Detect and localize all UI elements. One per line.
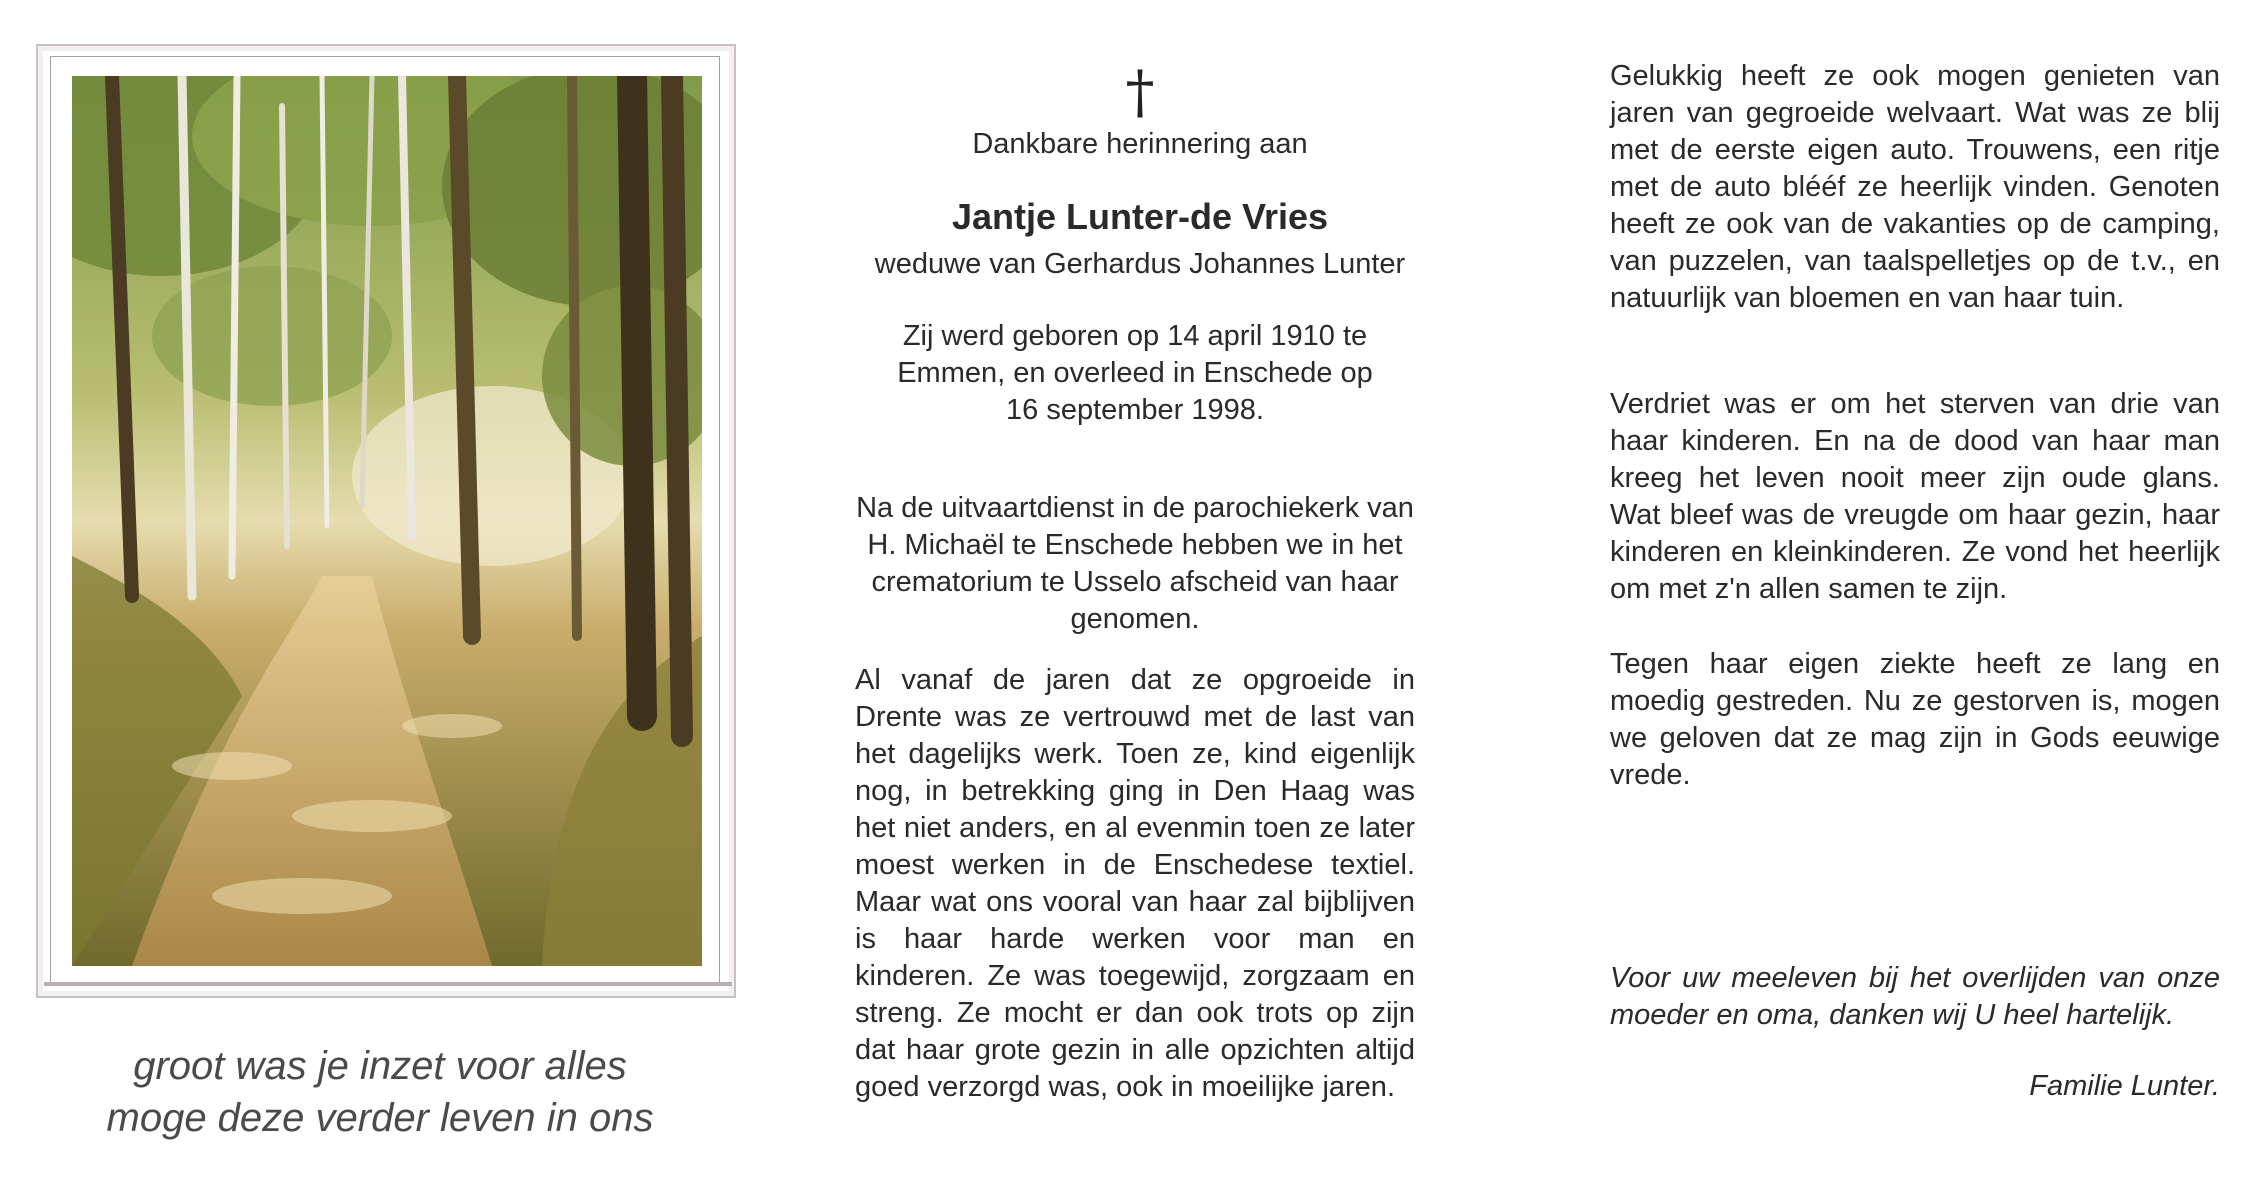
illness-paragraph: Tegen haar eigen ziekte heeft ze lang en moedig gestreden. Nu ze gestorven is, mogen we geloven dat ze mag zijn in Gods eeuwige vrede. <box>1610 648 2220 791</box>
forest-path-photo <box>72 76 702 966</box>
sorrow-paragraph: Verdriet was er om het sterven van drie van haar kinderen. En na de dood van haar man kreeg het leven nooit meer zijn oude glans. Wat bleef was de vreugde om haar gezin, haar kinderen en kleinkinderen. Ze vond het heerlijk om met z'n allen samen te zijn. <box>1610 388 2220 605</box>
funeral-paragraph: Na de uitvaartdienst in de parochiekerk van H. Michaël te Enschede hebben we in het crematorium te Usselo afscheid van haar genomen. <box>856 492 1414 635</box>
heading: Dankbare herinnering aan <box>972 128 1308 160</box>
family-signature: Familie Lunter. <box>2029 1070 2220 1102</box>
deceased-name: Jantje Lunter-de Vries <box>951 196 1329 237</box>
caption-line-1: groot was je inzet voor alles <box>133 1044 627 1088</box>
middle-panel <box>760 0 1520 1200</box>
thanks-paragraph: Voor uw meeleven bij het overlijden van onze moeder en oma, danken wij U heel hartelijk. <box>1610 962 2220 1031</box>
forest-illustration <box>72 76 702 966</box>
right-panel <box>1520 0 2263 1200</box>
left-panel <box>0 0 760 1200</box>
life-paragraph: Al vanaf de jaren dat ze opgroeide in Drente was ze vertrouwd met de last van het dagelijks werk. Toen ze, kind eigenlijk nog, in betrekking ging in Den Haag was het niet anders, en al evenmin toen ze later moest werken in de Enschedese textiel. Maar wat ons vooral van haar zal bijblijven is haar harde werken voor man en kinderen. Ze was toegewijd, zorgzaam en streng. Ze mocht er dan ook trots op zijn dat haar grote gezin in alle opzichten altijd goed verzorgd was, ook in moeilijke jaren. <box>855 664 1415 1103</box>
birth-death-paragraph: Zij werd geboren op 14 april 1910 te Emmen, en overleed in Enschede op 16 september 1998. <box>897 320 1373 426</box>
caption-line-2: moge deze verder leven in ons <box>106 1096 654 1140</box>
prosperity-paragraph: Gelukkig heeft ze ook mogen genieten van jaren van gegroeide welvaart. Wat was ze blij met de eerste eigen auto. Trouwens, een ritje met de auto blééf ze heerlijk vinden. Genoten heeft ze ook van de vakanties op de camping, van puzzelen, van taalspelletjes op de t.v., en natuurlijk van bloemen en van haar tuin. <box>1610 60 2220 314</box>
cross-icon: † <box>1125 58 1155 126</box>
widow-of-line: weduwe van Gerhardus Johannes Lunter <box>874 248 1406 280</box>
photo-frame-shadow <box>44 982 732 986</box>
